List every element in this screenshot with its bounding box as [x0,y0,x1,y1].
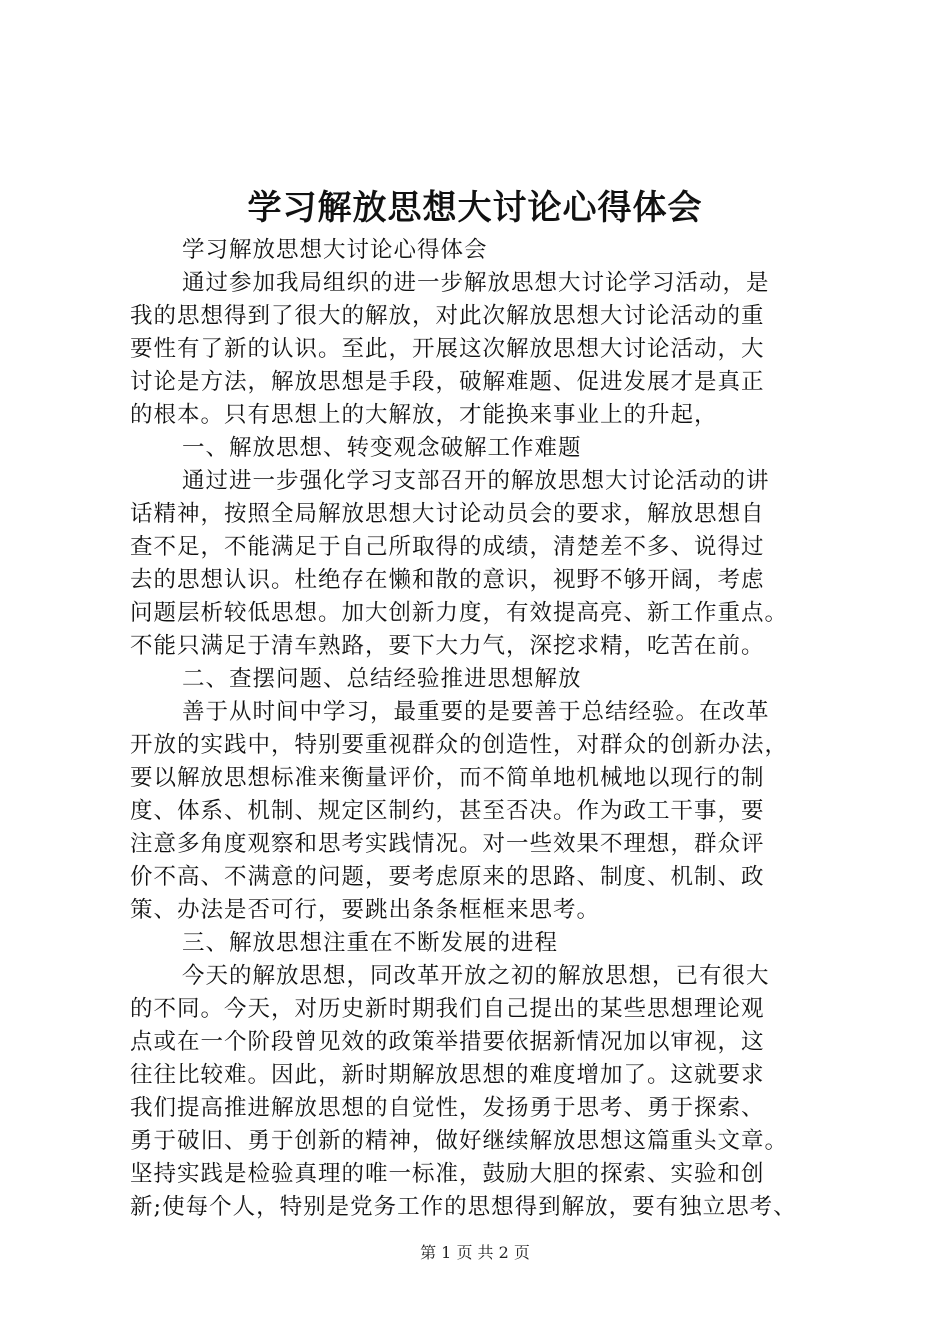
text-line: 通过进一步强化学习支部召开的解放思想大讨论活动的讲 [182,468,770,494]
text-line: 度、体系、机制、规定区制约，甚至否决。作为政工干事，要 [130,798,765,824]
text-line: 开放的实践中，特别要重视群众的创造性，对群众的创新办法， [130,732,789,758]
text-line: 要以解放思想标准来衡量评价，而不简单地机械地以现行的制 [130,765,765,791]
text-line: 的不同。今天，对历史新时期我们自己提出的某些思想理论观 [130,996,765,1022]
text-line: 勇于破旧、勇于创新的精神，做好继续解放思想这篇重头文章。 [130,1128,789,1154]
text-line: 话精神，按照全局解放思想大讨论动员会的要求，解放思想自 [130,501,765,527]
text-line: 去的思想认识。杜绝存在懒和散的意识，视野不够开阔，考虑 [130,567,765,593]
document-body [130,234,830,1224]
text-line: 价不高、不满意的问题，要考虑原来的思路、制度、机制、政 [130,864,765,890]
text-line: 通过参加我局组织的进一步解放思想大讨论学习活动，是 [182,270,770,296]
text-line: 查不足，不能满足于自己所取得的成绩，清楚差不多、说得过 [130,534,765,560]
text-line: 今天的解放思想，同改革开放之初的解放思想，已有很大 [182,963,770,989]
text-line: 往往比较难。因此，新时期解放思想的难度增加了。这就要求 [130,1062,765,1088]
text-line: 二、查摆问题、总结经验推进思想解放 [182,666,582,692]
text-line: 问题层析较低思想。加大创新力度，有效提高亮、新工作重点。 [130,600,789,626]
text-line: 我的思想得到了很大的解放，对此次解放思想大讨论活动的重 [130,303,765,329]
text-line: 一、解放思想、转变观念破解工作难题 [182,435,582,461]
text-line: 要性有了新的认识。至此，开展这次解放思想大讨论活动，大 [130,336,765,362]
text-line: 三、解放思想注重在不断发展的进程 [182,930,559,956]
text-line: 点或在一个阶段曾见效的政策举措要依据新情况加以审视，这 [130,1029,765,1055]
text-line: 讨论是方法，解放思想是手段，破解难题、促进发展才是真正 [130,369,765,395]
text-line: 新;使每个人，特别是党务工作的思想得到解放，要有独立思考、 [130,1194,797,1220]
text-line: 的根本。只有思想上的大解放，才能换来事业上的升起， [130,402,718,428]
page-footer: 第 1 页 共 2 页 [420,1243,530,1262]
text-line: 不能只满足于清车熟路，要下大力气，深挖求精，吃苦在前。 [130,633,765,659]
text-line: 我们提高推进解放思想的自觉性，发扬勇于思考、勇于探索、 [130,1095,765,1121]
text-line: 策、办法是否可行，要跳出条条框框来思考。 [130,897,601,923]
document-title: 学习解放思想大讨论心得体会 [247,188,703,228]
text-line: 善于从时间中学习，最重要的是要善于总结经验。在改革 [182,699,770,725]
text-line: 坚持实践是检验真理的唯一标准，鼓励大胆的探索、实验和创 [130,1161,765,1187]
text-line: 学习解放思想大讨论心得体会 [182,237,488,263]
text-line: 注意多角度观察和思考实践情况。对一些效果不理想，群众评 [130,831,765,857]
